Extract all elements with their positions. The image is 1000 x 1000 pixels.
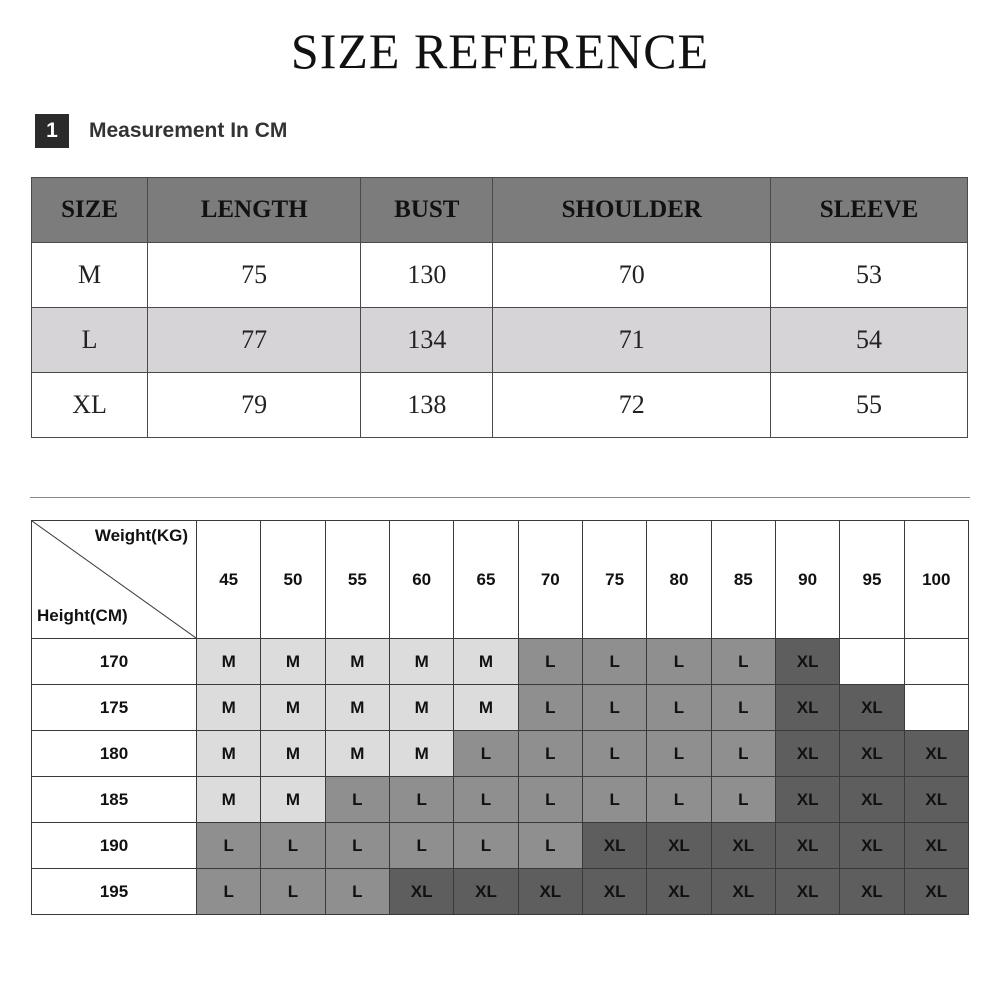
section-label: Measurement In CM — [89, 119, 288, 142]
weight-axis-label: Weight(KG) — [94, 526, 188, 545]
weight-header-cell: 60 — [389, 521, 453, 639]
weight-header-cell: 50 — [261, 521, 325, 639]
size-cell: XL — [582, 823, 646, 869]
measurement-row-m — [32, 243, 968, 308]
size-cell: XL — [775, 685, 839, 731]
size-cell: XL — [389, 869, 453, 915]
size-cell: L — [454, 777, 518, 823]
cell-bust: 130 — [361, 243, 493, 308]
weight-header-cell: 90 — [775, 521, 839, 639]
size-cell: XL — [775, 869, 839, 915]
size-cell: XL — [775, 731, 839, 777]
measurement-row-xl — [32, 373, 968, 438]
size-cell: L — [711, 639, 775, 685]
size-cell: XL — [840, 731, 904, 777]
size-cell: XL — [775, 639, 839, 685]
size-cell: L — [261, 823, 325, 869]
size-cell: L — [647, 685, 711, 731]
size-cell: M — [261, 731, 325, 777]
header-sleeve: SLEEVE — [771, 178, 968, 243]
size-cell: M — [261, 777, 325, 823]
section-divider — [30, 497, 970, 498]
cell-length: 77 — [148, 308, 361, 373]
size-cell: L — [325, 869, 389, 915]
size-cell: XL — [711, 823, 775, 869]
size-cell: L — [261, 869, 325, 915]
weight-header-cell: 75 — [582, 521, 646, 639]
size-cell: L — [454, 731, 518, 777]
size-cell: L — [647, 731, 711, 777]
size-cell: XL — [647, 869, 711, 915]
section-header — [35, 113, 287, 149]
size-cell: XL — [840, 869, 904, 915]
size-chart-row — [32, 823, 969, 869]
cell-sleeve: 54 — [771, 308, 968, 373]
size-cell: L — [518, 639, 582, 685]
section-number-badge: 1 — [35, 114, 69, 148]
cell-size: L — [32, 308, 148, 373]
size-cell: M — [197, 639, 261, 685]
height-cell: 180 — [32, 731, 197, 777]
size-cell: XL — [840, 685, 904, 731]
size-cell: XL — [904, 777, 968, 823]
size-cell: M — [261, 639, 325, 685]
size-cell: L — [647, 639, 711, 685]
size-cell: M — [389, 639, 453, 685]
size-cell: L — [518, 823, 582, 869]
size-cell: L — [582, 685, 646, 731]
size-cell: XL — [775, 823, 839, 869]
measurement-table — [31, 177, 968, 438]
height-cell: 190 — [32, 823, 197, 869]
size-cell: L — [647, 777, 711, 823]
size-cell: XL — [582, 869, 646, 915]
size-cell: M — [197, 685, 261, 731]
cell-length: 79 — [148, 373, 361, 438]
size-cell: M — [325, 685, 389, 731]
size-cell: L — [325, 777, 389, 823]
cell-shoulder: 71 — [493, 308, 771, 373]
size-cell — [904, 639, 968, 685]
size-cell: L — [197, 869, 261, 915]
size-cell: L — [454, 823, 518, 869]
size-chart-table — [31, 520, 969, 915]
cell-shoulder: 72 — [493, 373, 771, 438]
size-cell: M — [261, 685, 325, 731]
size-cell: XL — [775, 777, 839, 823]
height-axis-label: Height(CM) — [37, 606, 128, 625]
measurement-row-l — [32, 308, 968, 373]
size-cell — [840, 639, 904, 685]
size-cell: XL — [711, 869, 775, 915]
size-chart-row — [32, 731, 969, 777]
size-cell: L — [711, 731, 775, 777]
size-cell: L — [711, 685, 775, 731]
cell-size: M — [32, 243, 148, 308]
size-chart-row — [32, 777, 969, 823]
size-cell: M — [325, 731, 389, 777]
size-chart-header-row — [32, 521, 969, 639]
weight-header-cell: 95 — [840, 521, 904, 639]
height-cell: 195 — [32, 869, 197, 915]
size-cell: M — [454, 685, 518, 731]
size-cell: L — [325, 823, 389, 869]
weight-header-cell: 70 — [518, 521, 582, 639]
size-cell: XL — [840, 823, 904, 869]
size-cell: XL — [454, 869, 518, 915]
cell-shoulder: 70 — [493, 243, 771, 308]
size-chart-row — [32, 869, 969, 915]
size-cell: XL — [904, 869, 968, 915]
weight-header-cell: 85 — [711, 521, 775, 639]
size-cell: XL — [840, 777, 904, 823]
size-cell: L — [582, 777, 646, 823]
size-cell: L — [518, 777, 582, 823]
weight-header-cell: 65 — [454, 521, 518, 639]
weight-header-cell: 100 — [904, 521, 968, 639]
size-cell: L — [711, 777, 775, 823]
size-cell: L — [197, 823, 261, 869]
cell-size: XL — [32, 373, 148, 438]
size-chart-row — [32, 639, 969, 685]
height-cell: 170 — [32, 639, 197, 685]
corner-cell — [32, 521, 197, 639]
measurement-header-row — [32, 178, 968, 243]
height-cell: 185 — [32, 777, 197, 823]
weight-header-cell: 80 — [647, 521, 711, 639]
size-cell: XL — [518, 869, 582, 915]
cell-sleeve: 55 — [771, 373, 968, 438]
size-cell: M — [197, 731, 261, 777]
size-chart-row — [32, 685, 969, 731]
size-cell: L — [582, 639, 646, 685]
header-length: LENGTH — [148, 178, 361, 243]
size-cell: M — [389, 685, 453, 731]
header-shoulder: SHOULDER — [493, 178, 771, 243]
size-cell: XL — [647, 823, 711, 869]
cell-bust: 134 — [361, 308, 493, 373]
size-cell: L — [582, 731, 646, 777]
weight-header-cell: 55 — [325, 521, 389, 639]
size-cell: M — [325, 639, 389, 685]
size-cell: L — [518, 731, 582, 777]
size-cell: L — [389, 823, 453, 869]
size-cell — [904, 685, 968, 731]
cell-bust: 138 — [361, 373, 493, 438]
header-bust: BUST — [361, 178, 493, 243]
size-cell: M — [197, 777, 261, 823]
size-cell: L — [518, 685, 582, 731]
size-cell: XL — [904, 823, 968, 869]
size-cell: XL — [904, 731, 968, 777]
weight-header-cell: 45 — [197, 521, 261, 639]
size-cell: M — [454, 639, 518, 685]
header-size: SIZE — [32, 178, 148, 243]
size-cell: M — [389, 731, 453, 777]
height-cell: 175 — [32, 685, 197, 731]
cell-sleeve: 53 — [771, 243, 968, 308]
cell-length: 75 — [148, 243, 361, 308]
page-title: SIZE REFERENCE — [290, 23, 710, 79]
size-cell: L — [389, 777, 453, 823]
